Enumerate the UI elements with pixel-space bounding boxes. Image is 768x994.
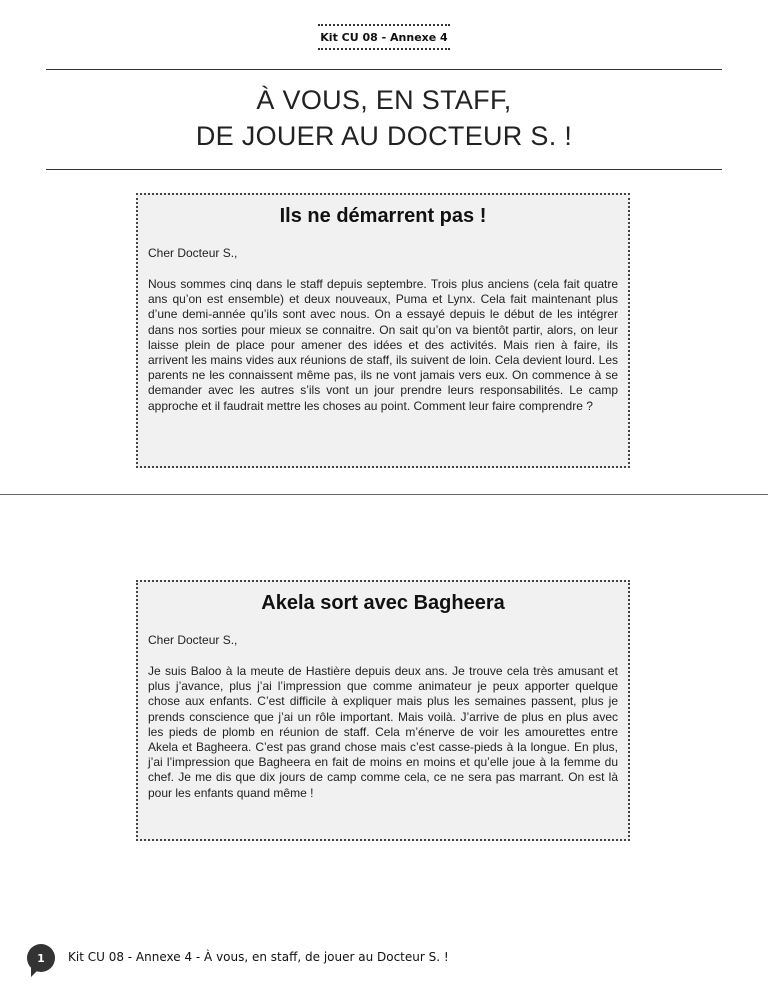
section-divider: [0, 494, 768, 495]
letter-greeting: Cher Docteur S.,: [148, 246, 238, 260]
letter-title: Ils ne démarrent pas !: [279, 205, 487, 227]
page-number-bubble: [27, 944, 55, 972]
letter-box-1: [136, 193, 630, 468]
page-number: 1: [37, 951, 45, 965]
title-top-rule: [46, 69, 722, 70]
letter-box-2: [136, 580, 630, 841]
letter-body: Je suis Baloo à la meute de Hastière depuis deux ans. Je trouve cela très amusant et plus j’avance, plus j’ai l’impression que comme animateur je peux apporter quelque chose aux enfants. C’est difficile à expliquer mais plus les semaines passent, plus je prends conscience que j’ai un rôle important. Mais voilà. J’arrive de plus en plus avec les pieds de plomb en réunion de staff. Cela m’énerve de voir les amourettes entre Akela et Bagheera. C’est pas grand chose mais c’est casse-pieds à la longue. En plus, j’ai l’impression que Bagheera en fait de moins en moins et qu’elle joue à la femme du chef. Je me dis que dix jours de camp comme cela, ce ne sera pas marrant. On est là pour les enfants quand même !: [148, 664, 618, 800]
page-title: [46, 82, 722, 154]
page-title-line-2: DE JOUER AU DOCTEUR S. !: [195, 121, 573, 151]
title-bottom-rule: [46, 169, 722, 170]
footer-text: Kit CU 08 - Annexe 4 - À vous, en staff, de jouer au Docteur S. !: [68, 950, 449, 964]
letter-title: Akela sort avec Bagheera: [261, 592, 505, 614]
kit-label: Kit CU 08 - Annexe 4: [318, 22, 450, 52]
letter-body: Nous sommes cinq dans le staff depuis septembre. Trois plus anciens (cela fait quatre ans qu’on est ensemble) et deux nouveaux, Puma et Lynx. Cela fait maintenant plus d’une demi-année qu’ils sont avec nous. On a essayé depuis le début de les intégrer dans nos sorties pour mieux se connaitre. On sait qu’on va bientôt partir, alors, on leur laisse plein de place pour amener des idées et des activités. Mais rien à faire, ils arrivent les mains vides aux réunions de staff, ils suivent de loin. Cela devient lourd. Les parents ne les connaissent même pas, ils ne vont jamais vers eux. On commence à se demander avec les autres s’ils vont un jour prendre leurs responsabilités. Le camp approche et il faudrait mettre les choses au point. Comment leur faire comprendre ?: [148, 277, 618, 413]
letter-greeting: Cher Docteur S.,: [148, 633, 238, 647]
page-title-line-1: À VOUS, EN STAFF,: [256, 85, 512, 115]
